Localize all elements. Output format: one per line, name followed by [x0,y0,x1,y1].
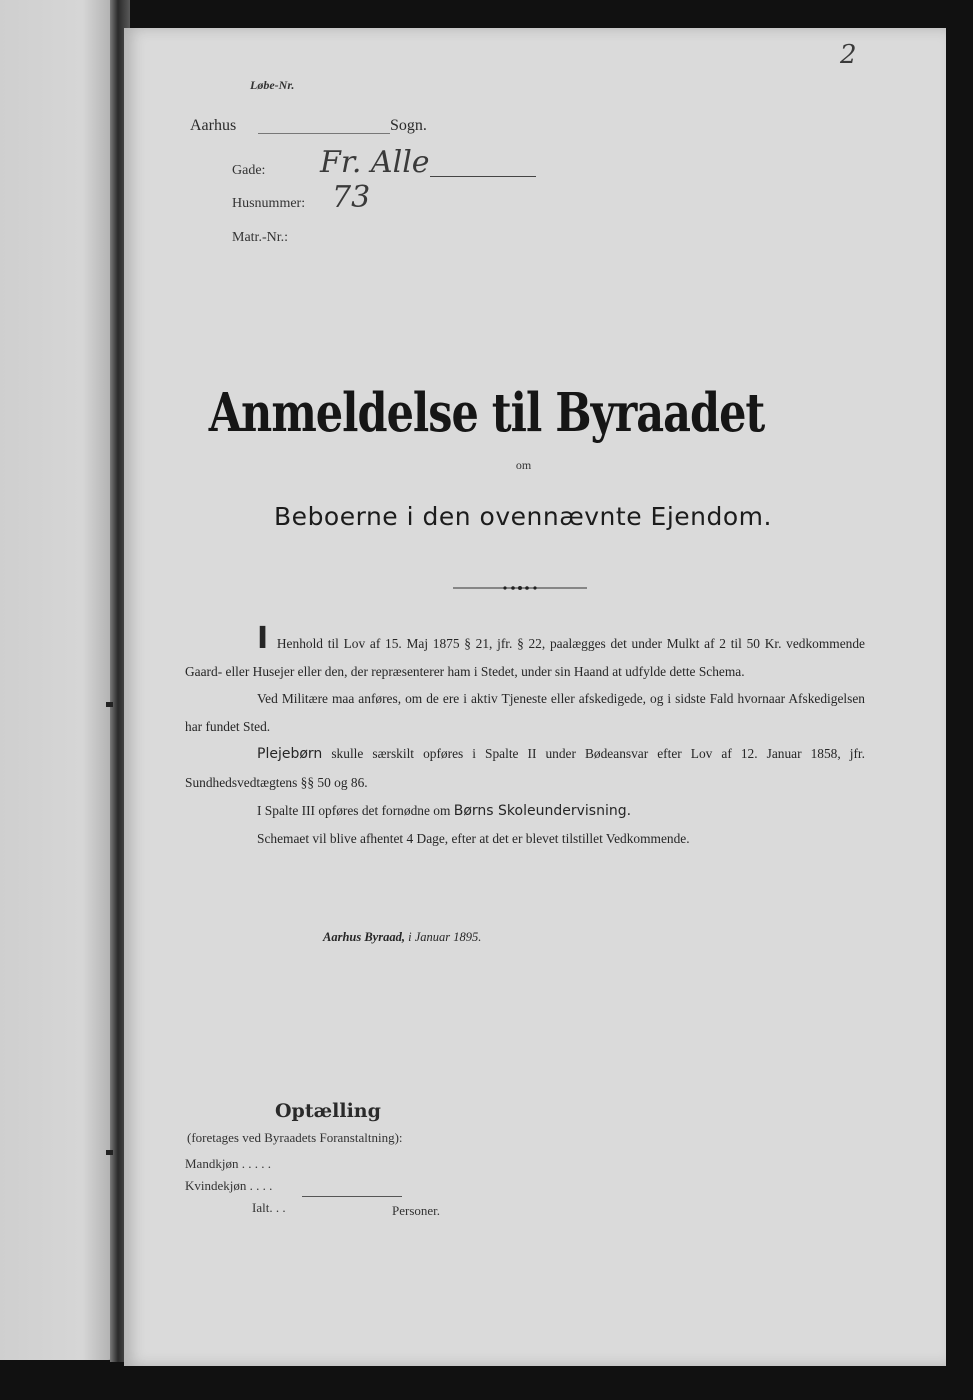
total-label: Ialt. . . [252,1200,286,1215]
count-subtitle: (foretages ved Byraadets Foranstaltning): [187,1130,403,1145]
instruction-paragraph [185,740,865,796]
facing-page [0,0,118,1360]
street-label: Gade: [232,163,266,178]
emphasis-plejeborn: Plejebørn [257,746,323,763]
edge-mark [106,702,113,707]
street-underline [430,176,536,177]
persons-label: Personer. [392,1203,441,1218]
male-label: Mandkjøn . . . . . [185,1156,271,1171]
sum-rule [302,1196,402,1197]
instruction-text: skulle særskilt opføres i Spalte II under Bødeansvar efter Lov af 12. Januar 1858, jfr. Sundhedsvedtægtens §§ 50 og 86. [185,746,865,790]
lobe-nr-label: Løbe-Nr. [250,78,295,92]
drop-initial: I [257,621,269,656]
count-title: Optælling [275,1100,381,1122]
parish-label: Sogn. [390,117,427,134]
instruction-paragraph [185,685,865,740]
cadastral-label: Matr.-Nr.: [232,230,288,245]
signoff-authority: Aarhus Byraad, [323,930,405,944]
house-number-value: 73 [332,180,371,215]
female-label: Kvindekjøn . . . . [185,1178,273,1193]
instruction-paragraph [185,825,865,853]
divider-ornament [453,586,587,590]
instruction-paragraph [185,797,865,826]
emphasis-skoleundervisning: Børns Skoleundervisning. [453,802,632,819]
instruction-text: Schemaet vil blive afhentet 4 Dage, efter at det er blevet tilstillet Vedkommende. [257,831,690,847]
signoff-date: i Januar 1895. [408,930,482,944]
instruction-text: I Spalte III opføres det fornødne om [257,802,451,818]
parish-dotted-line [258,133,390,134]
instruction-text: Ved Militære maa anføres, om de ere i aktiv Tjeneste eller afskedigede, og i sidste Fald hvornaar Afskedigelsen har fundet Sted. [185,691,865,734]
page-number: 2 [840,40,857,70]
title-connector: om [515,458,532,472]
instructions-block [185,621,865,853]
signoff [323,930,481,945]
parish-city: Aarhus [190,117,237,134]
subtitle: Beboerne i den ovennævnte Ejendom. [274,502,772,531]
instruction-text: Henhold til Lov af 15. Maj 1875 § 21, jfr. § 22, paalægges det under Mulkt af 2 til 50 Kr. vedkommende Gaard- eller Husejer eller den, der repræsenterer ham i Stedet, under sin Haand at udfylde dette Schema. [185,636,865,679]
house-number-label: Husnummer: [232,196,306,211]
edge-mark [106,1150,113,1155]
instruction-paragraph [185,621,865,685]
main-title: Anmeldelse til Byraadet [208,382,765,445]
street-value: Fr. Alle [320,145,430,180]
